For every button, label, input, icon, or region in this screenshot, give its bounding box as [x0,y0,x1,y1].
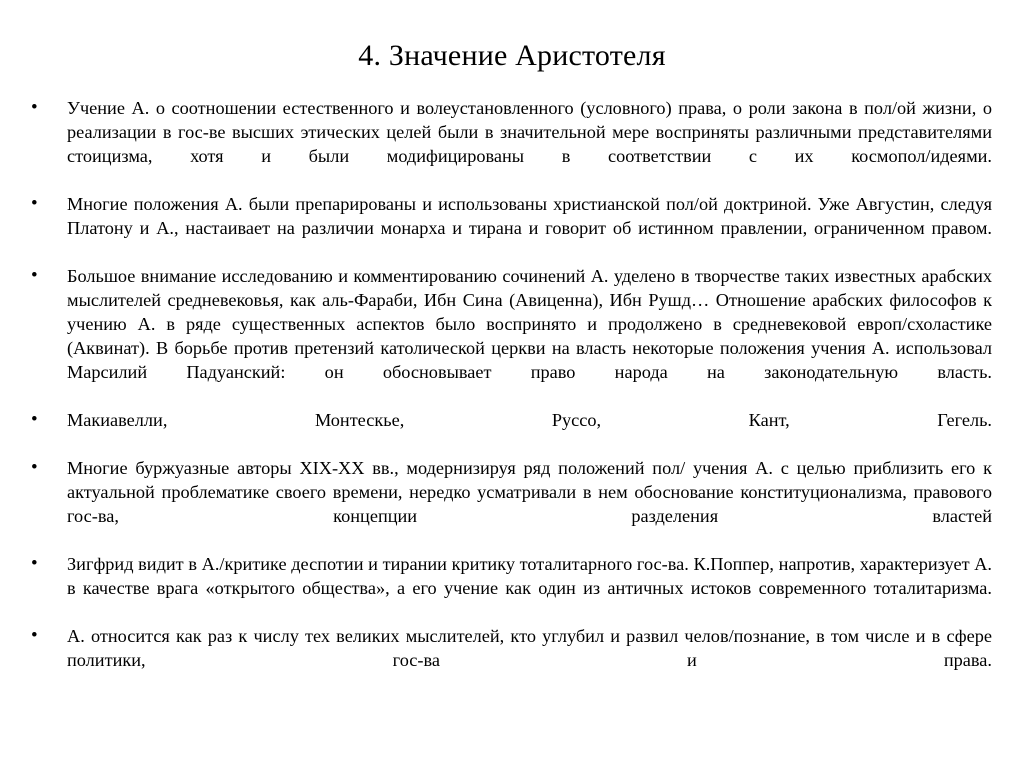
list-item [24,624,992,696]
list-item [24,96,992,192]
bullet-point-icon: • [31,97,38,118]
list-item-text: Макиавелли, Монтескье, Руссо, Кант, Гегель. [67,410,992,430]
bullet-point-icon: • [31,193,38,214]
list-item [24,456,992,552]
list-item-text: Многие положения А. были препарированы и использованы христианской пол/ой доктриной. Уже Августин, следуя Платону и А., настаивает на различии монарха и тирана и говорит об истинном правлении, ограниченном правом. [67,194,992,238]
list-item-text: Учение А. о соотношении естественного и волеустановленного (условного) права, о роли закона в пол/ой жизни, о реализации в гос-ве высших этических целей были в значительной мере восприняты различными представителями стоицизма, хотя и были модифицированы в соответствии с их космопол/идеями. [67,98,992,166]
bullet-point-icon: • [31,457,38,478]
list-item [24,408,992,456]
list-item-text: Многие буржуазные авторы XIX-XX вв., модернизируя ряд положений пол/ учения А. с целью приблизить его к актуальной проблематике своего времени, нередко усматривали в нем обоснование конституционализма, правового гос-ва, концепции разделения властей [67,458,992,526]
bullet-point-icon: • [31,265,38,286]
bullet-point-icon: • [31,625,38,646]
list-item [24,552,992,624]
list-item [24,264,992,408]
list-item [24,192,992,264]
list-item-text: А. относится как раз к числу тех великих мыслителей, кто углубил и развил челов/познание, в том числе и в сфере политики, гос-ва и права. [67,626,992,670]
bullet-point-icon: • [31,553,38,574]
bullet-list [24,96,992,696]
page-title: 4. Значение Аристотеля [358,39,666,72]
bullet-point-icon: • [31,409,38,430]
list-item-text: Большое внимание исследованию и комментированию сочинений А. уделено в творчестве таких известных арабских мыслителей средневековья, как аль-Фараби, Ибн Сина (Авиценна), Ибн Рушд… Отношение арабских философов к учению А. в ряде существенных аспектов было воспринято и продолжено в средневековой европ/схоластике (Аквинат). В борьбе против претензий католической церкви на власть некоторые положения учения А. использовал Марсилий Падуанский: он обосновывает право народа на законодательную власть. [67,266,992,382]
list-item-text: Зигфрид видит в А./критике деспотии и тирании критику тоталитарного гос-ва. К.Поппер, напротив, характеризует А. в качестве врага «открытого общества», а его учение как один из античных истоков современного тоталитаризма. [67,554,992,598]
